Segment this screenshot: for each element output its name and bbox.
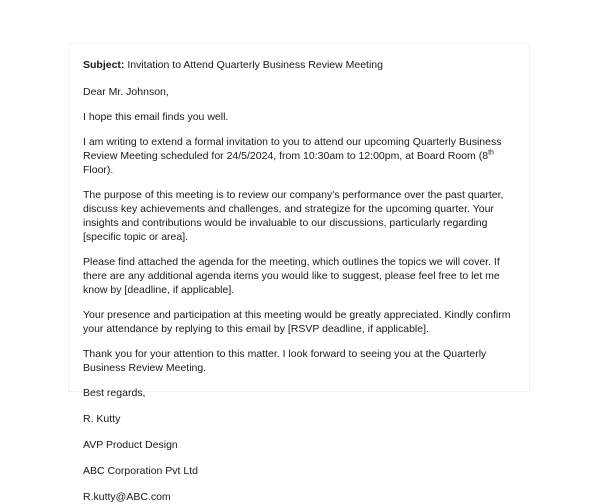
paragraph-purpose: The purpose of this meeting is to review our company's performance over the past quarter, discuss key achievements and challenges, and strategize for the upcoming quarter. Your insights and contributions would be invaluable to our discussions, particularly regarding [specific topic or area]. <box>83 189 504 243</box>
paragraph-invitation <box>83 135 513 177</box>
paragraph-closing: Thank you for your attention to this matter. I look forward to seeing you at the Quarterly Business Review Meeting. <box>83 348 487 374</box>
subject-line <box>83 58 513 72</box>
subject-label: Subject: <box>83 59 125 71</box>
signature-company: ABC Corporation Pvt Ltd <box>83 465 198 477</box>
floor-ordinal-superscript: th <box>488 149 494 157</box>
email-body <box>83 58 513 504</box>
signature-title: AVP Product Design <box>83 439 178 451</box>
paragraph-agenda: Please find attached the agenda for the meeting, which outlines the topics we will cover. If there are any additional agenda items you would like to suggest, please feel free to let me know by [deadline, if applicable]. <box>83 256 500 296</box>
signature-name: R. Kutty <box>83 413 121 425</box>
email-sheet <box>68 43 530 503</box>
opening-line: I hope this email finds you well. <box>83 111 229 123</box>
subject-text: Invitation to Attend Quarterly Business Review Meeting <box>124 59 383 71</box>
invitation-text-part1: I am writing to extend a formal invitation to you to attend our upcoming Quarterly Business Review Meeting scheduled for 24/5/2024, from 10:30am to 12:00pm, at Board Room (8 <box>83 136 502 162</box>
invitation-text-part2: Floor). <box>83 164 114 176</box>
signoff: Best regards, <box>83 387 146 399</box>
paragraph-rsvp: Your presence and participation at this meeting would be greatly appreciated. Kindly confirm your attendance by replying to this email by [RSVP deadline, if applicable]. <box>83 309 511 335</box>
signature-email: R.kutty@ABC.com <box>83 491 171 503</box>
salutation: Dear Mr. Johnson, <box>83 86 169 98</box>
